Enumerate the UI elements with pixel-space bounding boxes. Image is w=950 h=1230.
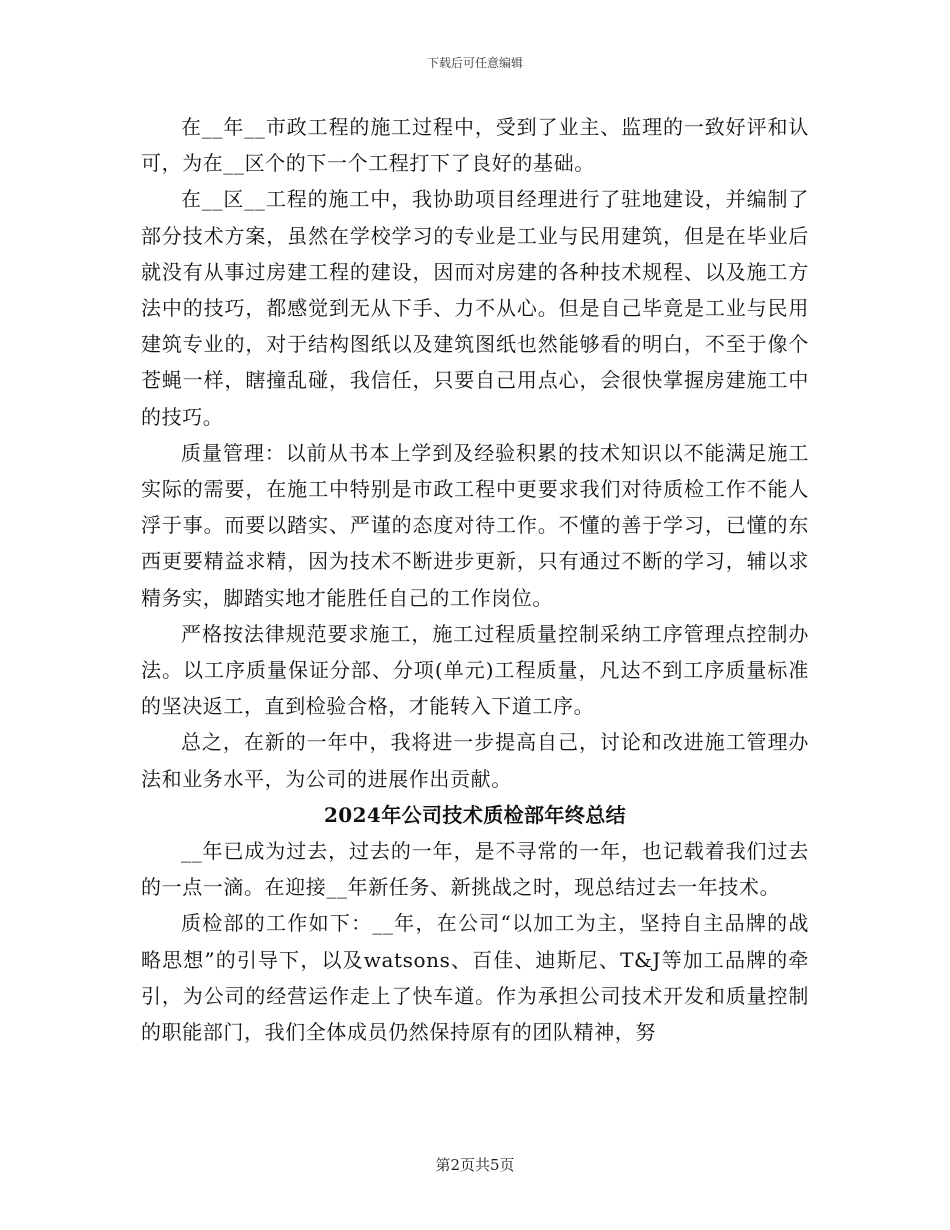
paragraph-construction-standards: 严格按法律规范要求施工，施工过程质量控制采纳工序管理点控制办法。以工序质量保证分部、分项(单元)工程质量，凡达不到工序质量标准的坚决返工，直到检验合格，才能转入下道工序。: [141, 621, 809, 719]
paragraph-qc-department-work: 质检部的工作如下：__年，在公司“以加工为主，坚持自主品牌的战略思想”的引导下，以及watsons、百佳、迪斯尼、T&J等加工品牌的牵引，为公司的经营运作走上了快车道。作为承担公司技术开发和质量控制的职能部门，我们全体成员仍然保持原有的团队精神，努: [141, 911, 809, 1045]
paragraph-conclusion: 总之，在新的一年中，我将进一步提高自己，讨论和改进施工管理办法和业务水平，为公司的进展作出贡献。: [141, 730, 809, 791]
paragraph-year-review: __年已成为过去，过去的一年，是不寻常的一年，也记载着我们过去的一点一滴。在迎接__年新任务、新挑战之时，现总结过去一年技术。: [141, 839, 809, 900]
document-body: [141, 109, 809, 1050]
paragraph-municipal-project: 在__年__市政工程的施工过程中，受到了业主、监理的一致好评和认可，为在__区个的下一个工程打下了良好的基础。: [141, 115, 809, 176]
paragraph-quality-management: 质量管理：以前从书本上学到及经验积累的技术知识以不能满足施工实际的需要，在施工中特别是市政工程中更要求我们对待质检工作不能人浮于事。而要以踏实、严谨的态度对待工作。不懂的善于学习，已懂的东西更要精益求精，因为技术不断进步更新，只有通过不断的学习，辅以求精务实，脚踏实地才能胜任自己的工作岗位。: [141, 440, 809, 610]
section-title: 2024年公司技术质检部年终总结: [323, 802, 627, 827]
page-footer: 第2页共5页: [435, 1156, 515, 1174]
paragraph-district-project: 在__区__工程的施工中，我协助项目经理进行了驻地建设，并编制了部分技术方案，虽然在学校学习的专业是工业与民用建筑，但是在毕业后就没有从事过房建工程的建设，因而对房建的各种技术规程、以及施工方法中的技巧，都感觉到无从下手、力不从心。但是自己毕竟是工业与民用建筑专业的，对于结构图纸以及建筑图纸也然能够看的明白，不至于像个苍蝇一样，瞎撞乱碰，我信任，只要自己用点心，会很快掌握房建施工中的技巧。: [141, 187, 809, 429]
page-header: 下载后可任意编辑: [426, 56, 523, 70]
